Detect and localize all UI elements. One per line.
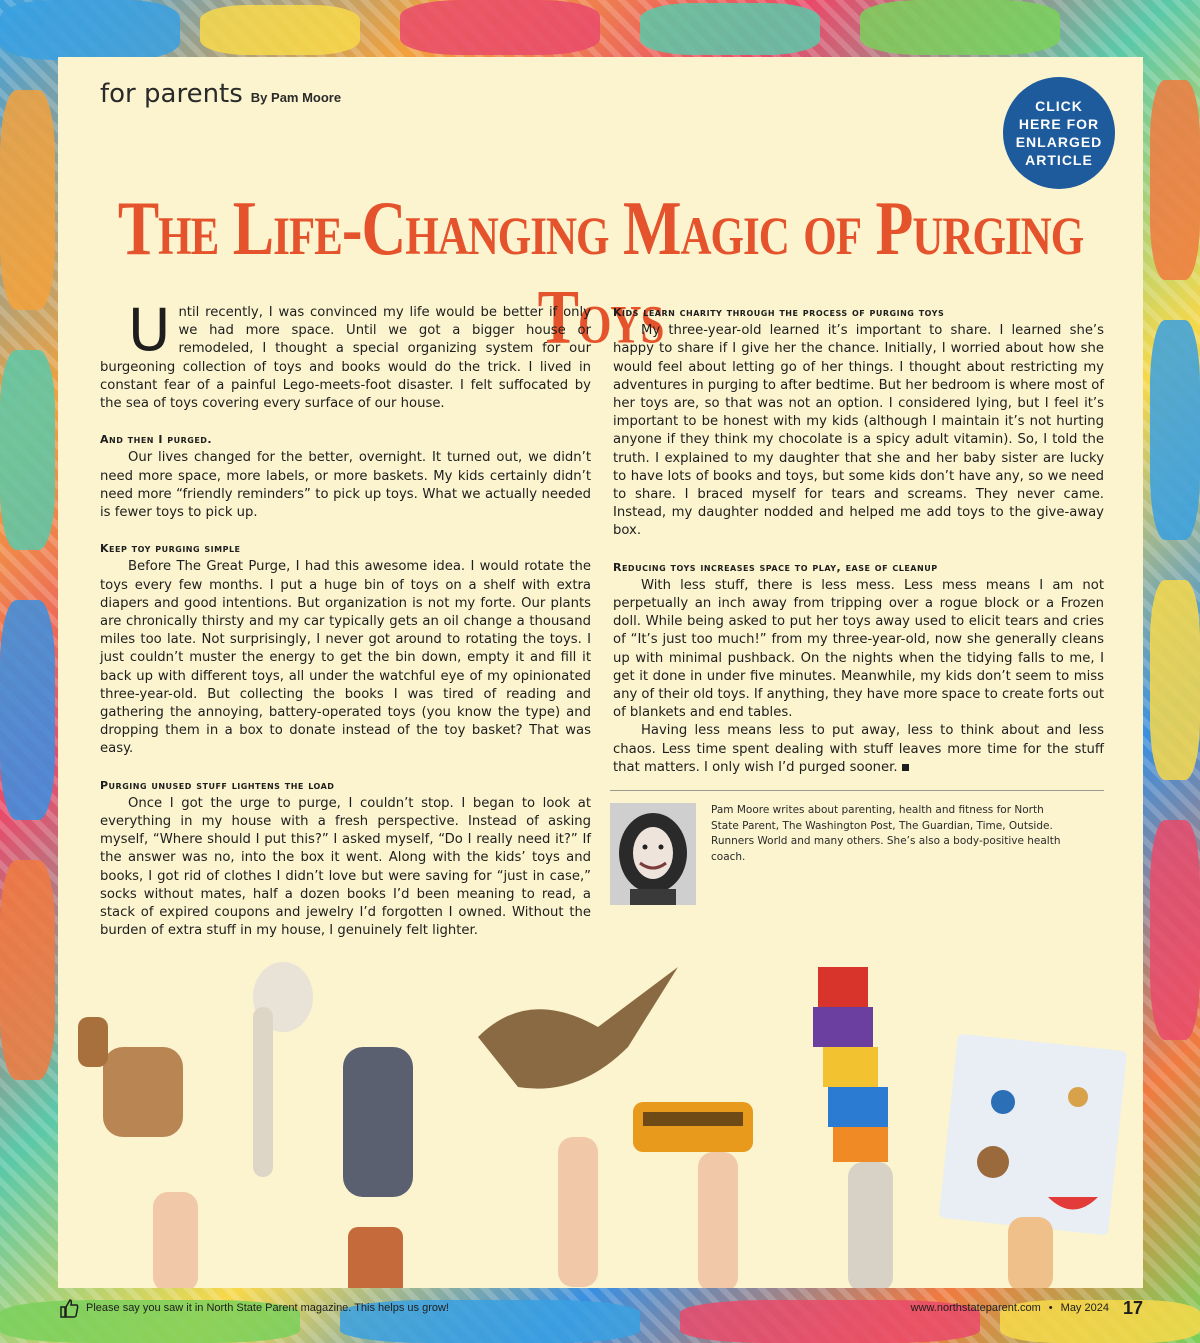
section-paragraph: Before The Great Purge, I had this awesome idea. I would rotate the toys every few months. I put a huge bin of toys on a shelf with extra diapers and good intentions. But organization is not my forte. Our plants are chronically thirsty and my car typically gets an oil change a thousand miles too late. Not surprisingly, I never got around to rotating the toys. I just couldn’t muster the energy to get the bin down, empty it and fill it back up with different toys, all under the watchful eye of my opinionated three-year-old. But collecting the books I was tired of reading and gathering the annoying, battery-operated toys (you know the type) and dropping them in a box to donate instead of the toy basket? That was easy. (100, 559, 591, 757)
footer-separator: • (1048, 1302, 1053, 1314)
footer-issue: May 2024 (1060, 1302, 1109, 1314)
giraffe-toy-icon (78, 1017, 198, 1288)
section-paragraph: My three-year-old learned it’s important to share. I learned she’s happy to share if I give her the chance. Initially, I worried about how she would feel about letting go of her things. I thought about restricting my adventures in purging to after bedtime. But her bedroom is where most of her toys are, so that was not an option. I considered lying, but I feel it’s important to be honest with my kids (although I maintain it’s not hurting anyone if they think my chocolate is a spicy adult vitamin). So, I told the truth. I explained to my daughter that she and her baby sister are lucky to have lots of books and toys, but some kids don’t have any, so we need to share. I braced myself for tears and screams. They never came. Instead, my daughter nodded and helped me add toys to the give-away box. (613, 323, 1104, 539)
author-bio: Pam Moore writes about parenting, health and fitness for North State Parent, The Washington Post, The Guardian, Time, Outside. Runners World and many others. She’s also a body-positive health coach. (711, 804, 1061, 863)
badge-line-4: ARTICLE (1025, 152, 1093, 168)
intro-text: ntil recently, I was convinced my life would be better if only we had more space. Until we got a bigger house or remodeled, I thought a special organizing system for our burgeoning collection of toys and books would do the trick. I lived in constant fear of a painful Lego-meets-foot disaster. I felt suffocated by the sea of toys covering every surface of our house. (100, 305, 591, 412)
closing-paragraph (613, 722, 1104, 777)
section-paragraph: Our lives changed for the better, overnight. It turned out, we didn’t need more space, more labels, or more baskets. My kids certainly didn’t need more “friendly reminders” to pick up toys. What we actually needed is fewer toys to pick up. (100, 450, 591, 521)
section-paragraph: Once I got the urge to purge, I couldn’t stop. I began to look at everything in my house with a fresh perspective. Instead of asking myself, “Where should I put this?” I asked myself, “Do I really need it?” If the answer was no, into the box it went. Along with the kids’ toys and books, I got rid of clothes I didn’t love but were saving for “just in case,” socks without mates, half a dozen books I’d been meaning to read, a stack of expired coupons and jewelry I’d forgotten I owned. Without the burden of extra stuff in my house, I genuinely felt lighter. (100, 795, 591, 939)
picture-book-icon (939, 1034, 1127, 1288)
badge-line-2: HERE FOR (1018, 116, 1100, 132)
end-mark-icon (902, 764, 909, 771)
block-tower-icon (813, 967, 893, 1288)
badge-line-1: CLICK (1035, 98, 1083, 114)
toys-illustration (58, 927, 1143, 1288)
drop-cap: U (128, 296, 171, 364)
intro-paragraph (100, 296, 591, 413)
byline: By Pam Moore (250, 90, 342, 105)
section-heading: Reducing toys increases space to play, ease of cleanup (613, 560, 938, 574)
right-column (613, 304, 1104, 777)
page-header (100, 79, 341, 109)
article-page (58, 57, 1143, 1288)
article-title: The Life-Changing Magic of Purging Toys (117, 186, 1084, 360)
left-column (100, 296, 591, 941)
footer-promo: Please say you saw it in North State Parent magazine. This helps us grow! (86, 1302, 449, 1314)
badge-line-3: ENLARGED (1015, 134, 1103, 150)
thumbs-up-icon (58, 1297, 80, 1319)
section-heading: And then I purged. (100, 433, 213, 447)
bunny-plush-icon (253, 962, 413, 1288)
section-paragraph: With less stuff, there is less mess. Less mess means I am not perpetually an inch away from tripping over a rogue block or a Frozen doll. While being asked to put her toys away used to elicit tears and cries of “It’s just too much!” from my three-year-old, now she generally cleans up with minimal pushback. On the nights when the tidying falls to me, I get it done in under five minutes. Meanwhile, my kids don’t seem to miss any of their old toys. If anything, they have more space to create forts out of blankets and end tables. (613, 577, 1104, 721)
section-heading: Purging unused stuff lightens the load (100, 778, 335, 792)
footer-website-link[interactable]: www.northstateparent.com (910, 1302, 1041, 1314)
section-label: for parents (100, 79, 243, 109)
author-photo (610, 803, 696, 905)
bio-divider (610, 790, 1104, 791)
closing-text: Having less means less to put away, less to think about and less chaos. Less time spent dealing with stuff leaves more time for the stuff that matters. I only wish I’d purged sooner. (613, 723, 1104, 775)
page-number: 17 (1122, 1297, 1143, 1318)
enlarged-article-button[interactable] (1003, 77, 1115, 189)
bus-toy-icon (633, 1102, 753, 1288)
page-footer (58, 1288, 1143, 1328)
section-heading: Kids learn charity through the process of purging toys (613, 306, 945, 319)
section-heading: Keep toy purging simple (100, 542, 241, 556)
